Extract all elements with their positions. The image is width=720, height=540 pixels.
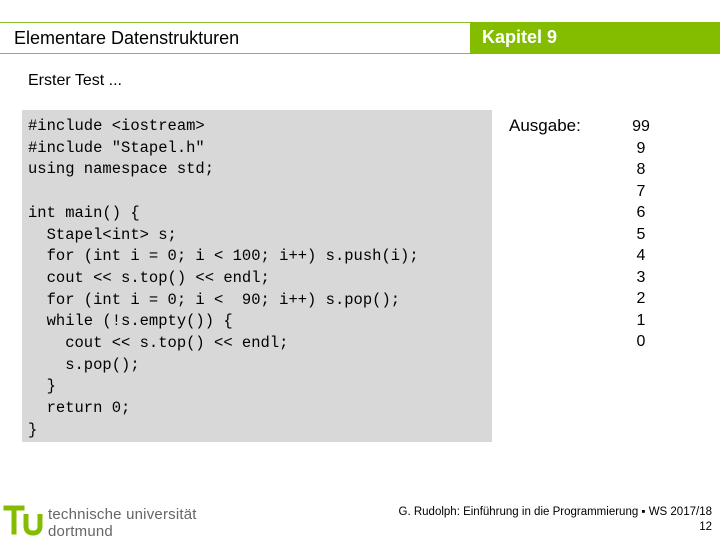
output-value: 5	[636, 225, 646, 243]
chapter-bar	[470, 22, 720, 54]
output-value: 9	[636, 139, 646, 157]
university-name	[48, 506, 197, 540]
output-value: 0	[636, 333, 646, 350]
output-label: Ausgabe:	[509, 116, 581, 135]
chapter-label: Kapitel 9	[482, 27, 558, 47]
header-title-bar	[0, 22, 470, 54]
output-value: 99	[632, 118, 650, 135]
output-value: 2	[636, 290, 646, 307]
output-list	[620, 116, 662, 353]
university-logo	[0, 500, 200, 540]
header-title: Elementare Datenstrukturen	[14, 28, 240, 48]
output-value: 7	[636, 182, 646, 200]
code-listing: #include <iostream> #include "Stapel.h" using namespace std; int main() { Stapel<int> s; for (int i = 0; i < 100; i++) s.push(i); cout << s.top() << endl; for (int i = 0; i < 90; i++) s.pop(); while (!s.empty()) { cout << s.top() << endl; s.pop(); } return 0; }	[28, 117, 419, 439]
footer-credit: G. Rudolph: Einführung in die Programmierung ▪ WS 2017/18	[398, 506, 712, 518]
output-value: 8	[636, 161, 646, 178]
output-value: 6	[636, 204, 646, 221]
university-name-line2: dortmund	[48, 523, 113, 540]
code-block	[22, 110, 492, 442]
output-value: 1	[636, 311, 646, 329]
footer	[399, 505, 712, 535]
output-value: 3	[636, 268, 646, 286]
page-number: 12	[699, 521, 712, 533]
slide-subtitle: Erster Test ...	[28, 72, 122, 89]
tu-logo-icon	[2, 502, 46, 538]
university-name-line1: technische universität	[48, 506, 197, 523]
output-value: 4	[636, 247, 646, 264]
